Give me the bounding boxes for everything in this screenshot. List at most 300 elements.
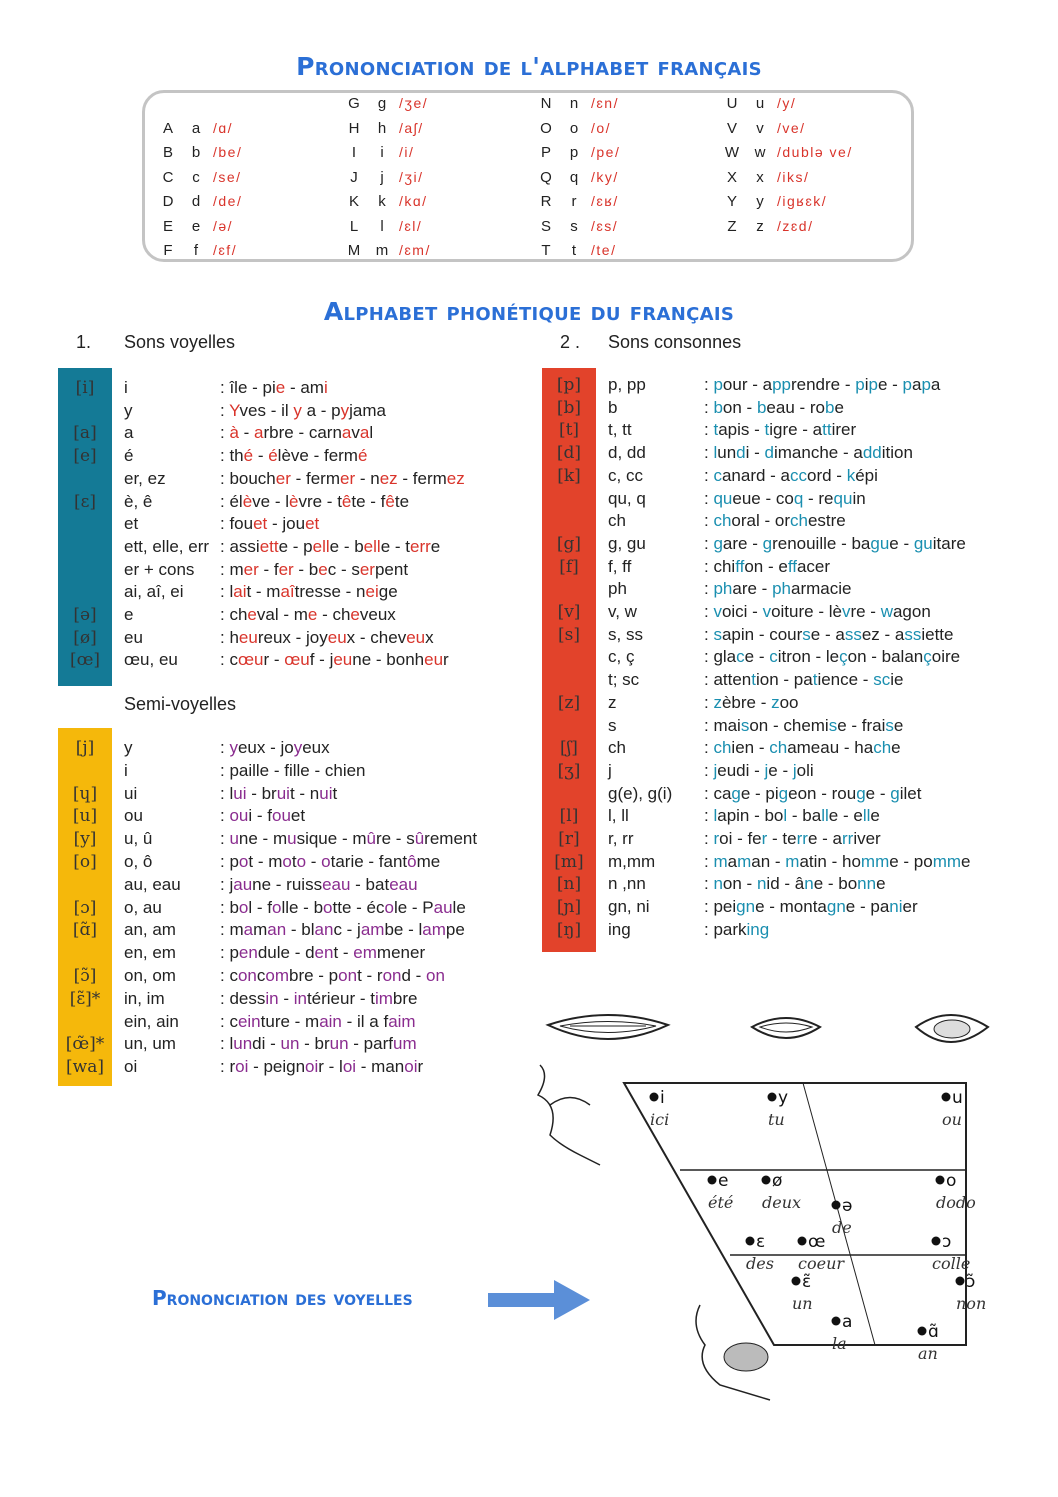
lowercase-letter: f	[193, 242, 199, 259]
grapheme: ou	[124, 806, 143, 826]
vowels-section-number: 1.	[76, 332, 92, 352]
head-profile-icon	[538, 1065, 600, 1165]
sound-row	[58, 898, 528, 920]
example-words: : choral - orchestre	[704, 511, 846, 531]
sound-row	[58, 920, 528, 942]
sound-row	[58, 784, 528, 806]
ipa-symbol: [ʃ]	[560, 738, 578, 759]
sound-row	[542, 670, 1012, 692]
vowel-ipa-label: i	[660, 1088, 665, 1108]
letter-pronunciation: /ʒi/	[399, 168, 424, 185]
grapheme: j	[608, 760, 612, 780]
uppercase-letter: S	[540, 217, 551, 235]
sound-row	[58, 492, 528, 514]
ipa-symbol: [u]	[72, 806, 98, 827]
ipa-symbol: [l]	[559, 806, 579, 827]
example-words: : zèbre - zoo	[704, 692, 799, 712]
vowel-ipa-label: y	[778, 1088, 789, 1108]
uppercase-letter: P	[540, 144, 551, 161]
vowel-dot	[746, 1237, 755, 1246]
uppercase-letter: V	[726, 119, 737, 137]
grapheme: ein, ain	[124, 1011, 179, 1031]
ipa-symbol: [wa]	[66, 1057, 104, 1078]
sound-row	[58, 989, 528, 1011]
vowel-example-word: des	[746, 1254, 774, 1273]
ipa-symbol: [i]	[75, 378, 95, 398]
example-words: : chien - chameau - hache	[704, 738, 901, 758]
ipa-symbol: [m]	[554, 851, 584, 872]
vowel-ipa-label: a	[842, 1312, 853, 1332]
grapheme: un, um	[124, 1034, 176, 1054]
letter-pronunciation: /i/	[399, 144, 415, 160]
alphabet-box	[142, 90, 914, 262]
uppercase-letter: Y	[726, 193, 737, 210]
ipa-symbol: [d]	[556, 443, 582, 464]
ipa-symbol: [j]	[75, 738, 95, 758]
example-words: : élève - lèvre - tête - fête	[220, 491, 410, 511]
vowel-dot	[942, 1093, 951, 1102]
vowel-point	[650, 1088, 670, 1129]
example-words: : gare - grenouille - bague - guitare	[704, 533, 966, 553]
letter-pronunciation: /igʁɛk/	[777, 193, 828, 209]
ipa-symbol: [a]	[73, 423, 97, 444]
vowel-dot	[762, 1176, 771, 1185]
lowercase-letter: r	[571, 193, 577, 210]
example-words: : bol - folle - botte - école - Paule	[220, 897, 466, 917]
sound-row	[58, 537, 528, 559]
vowel-ipa-label: ɛ̃	[802, 1272, 812, 1292]
sound-row	[542, 579, 1012, 601]
vowel-dot	[798, 1237, 807, 1246]
ipa-symbol: [n]	[556, 874, 582, 895]
uppercase-letter: D	[162, 193, 174, 210]
uppercase-letter: R	[540, 193, 552, 210]
grapheme: ing	[608, 919, 631, 939]
letter-pronunciation: /de/	[213, 193, 243, 209]
letter-pronunciation: /ʒe/	[399, 95, 429, 111]
ipa-symbol: [z]	[557, 692, 581, 713]
uppercase-letter: F	[163, 242, 173, 259]
uppercase-letter: G	[348, 95, 360, 112]
vowel-dot	[650, 1093, 659, 1102]
uppercase-letter: W	[724, 144, 740, 161]
letter-pronunciation: /zɛd/	[777, 217, 814, 234]
vowel-example-word: coeur	[798, 1254, 845, 1273]
grapheme: z	[608, 692, 617, 712]
vowel-ipa-label: ø	[772, 1171, 783, 1191]
lowercase-letter: x	[756, 168, 764, 186]
ipa-symbol: [ʒ]	[557, 760, 581, 781]
vowel-point	[918, 1322, 939, 1363]
grapheme: ph	[608, 579, 627, 599]
uppercase-letter: N	[540, 95, 552, 112]
sound-row	[58, 761, 528, 783]
example-words: : attention - patience - scie	[704, 670, 904, 690]
example-words: : jaune - ruisseau - bateau	[220, 874, 418, 894]
sound-row	[58, 943, 528, 965]
vowel-ipa-label: e	[718, 1171, 729, 1191]
example-words: : pendule - dent - emmener	[220, 943, 426, 963]
example-words: : queue - coq - requin	[704, 488, 866, 508]
sound-row	[58, 560, 528, 582]
ipa-symbol: [ɛ̃]*	[69, 988, 101, 1009]
uppercase-letter: Q	[540, 168, 552, 186]
example-words: : ceinture - main - il a faim	[220, 1011, 416, 1031]
vowel-point	[956, 1272, 987, 1313]
vowel-point	[832, 1312, 853, 1353]
sound-row	[542, 489, 1012, 511]
example-words: : boucher - fermer - nez - fermez	[220, 468, 465, 488]
example-words: : yeux - joyeux	[220, 738, 330, 757]
lowercase-letter: d	[191, 193, 201, 210]
lowercase-letter: y	[756, 193, 764, 210]
vowel-example-word: la	[832, 1334, 847, 1353]
vowel-ipa-label: ɛ	[756, 1232, 766, 1252]
letter-pronunciation: /y/	[777, 95, 797, 111]
letter-pronunciation: /te/	[591, 242, 617, 258]
vowel-example-word: de	[832, 1218, 852, 1237]
sound-row	[58, 628, 528, 650]
vowel-ipa-label: ɑ̃	[928, 1322, 939, 1342]
vowel-point	[762, 1171, 802, 1212]
example-words: : concombre - pont - rond - on	[220, 966, 445, 985]
uppercase-letter: M	[347, 242, 361, 259]
sound-row	[58, 605, 528, 627]
uppercase-letter: T	[541, 242, 551, 259]
grapheme: en, em	[124, 943, 176, 963]
grapheme: o, au	[124, 897, 162, 917]
example-words: : jeudi - je - joli	[704, 760, 814, 780]
example-words: : non - nid - âne - bonne	[704, 874, 886, 894]
letter-pronunciation: /ɑ/	[213, 119, 234, 136]
vowel-dot	[932, 1237, 941, 1246]
sound-row	[542, 761, 1012, 783]
example-words: : peigne - montagne - panier	[704, 897, 918, 917]
vowel-example-word: un	[792, 1294, 813, 1313]
vowel-point	[936, 1171, 976, 1212]
ipa-symbol: [r]	[558, 829, 580, 849]
letter-pronunciation: /ɛs/	[591, 217, 619, 234]
example-words: : tapis - tigre - attirer	[704, 420, 857, 440]
sound-row	[542, 829, 1012, 851]
uppercase-letter: J	[350, 168, 358, 186]
example-words: : voici - voiture - lèvre - wagon	[704, 602, 931, 621]
sound-row	[542, 420, 1012, 442]
vowel-ipa-label: u	[952, 1088, 963, 1108]
grapheme: s, ss	[608, 624, 643, 644]
ipa-symbol: [f]	[559, 556, 579, 577]
alphabet-title: Prononciation de l'alphabet français	[296, 52, 762, 81]
grapheme: r, rr	[608, 829, 634, 848]
vowel-example-word: tu	[768, 1110, 785, 1129]
grapheme: y	[124, 738, 133, 757]
sound-row	[542, 466, 1012, 488]
letter-pronunciation: /ə/	[213, 217, 234, 234]
lowercase-letter: s	[570, 217, 578, 235]
example-words: : cœur - œuf - jeune - bonheur	[220, 650, 449, 670]
grapheme: è, ê	[124, 491, 153, 511]
example-words: : canard - accord - képi	[704, 465, 878, 485]
example-words: : sapin - course - assez - assiette	[704, 624, 954, 644]
example-words: : bon - beau - robe	[704, 397, 844, 417]
vowel-ipa-label: o	[946, 1171, 957, 1191]
grapheme: c, cc	[608, 465, 643, 485]
vowel-example-word: colle	[932, 1254, 971, 1273]
grapheme: i	[124, 760, 128, 780]
sound-row	[542, 511, 1012, 533]
ipa-symbol: [ø]	[73, 627, 97, 648]
lowercase-letter: c	[192, 168, 200, 186]
lips-rounded-icon	[916, 1015, 988, 1042]
vowel-dot	[832, 1317, 841, 1326]
example-words: : maman - blanc - jambe - lampe	[220, 920, 465, 940]
example-words: : fouet - jouet	[220, 514, 320, 534]
sound-row	[58, 469, 528, 491]
ipa-symbol: [o]	[73, 852, 97, 872]
uppercase-letter: C	[162, 168, 174, 186]
lips-neutral-icon	[752, 1018, 820, 1038]
uppercase-letter: U	[726, 95, 738, 112]
vowel-point	[708, 1171, 734, 1212]
sound-row	[542, 874, 1012, 896]
vowel-example-word: ou	[942, 1110, 962, 1129]
lowercase-letter: q	[569, 168, 579, 186]
example-words: : cage - pigeon - rouge - gilet	[704, 783, 922, 803]
uppercase-letter: A	[162, 119, 173, 137]
sound-row	[542, 534, 1012, 556]
vowel-example-word: non	[956, 1294, 987, 1313]
vowel-point	[792, 1272, 813, 1313]
example-words: : assiette - pelle - belle - terre	[220, 536, 441, 556]
uppercase-letter: B	[162, 144, 173, 161]
lowercase-letter: i	[380, 144, 384, 161]
grapheme: ch	[608, 511, 626, 531]
grapheme: gn, ni	[608, 897, 650, 917]
grapheme: b	[608, 397, 618, 417]
sound-row	[58, 1012, 528, 1034]
example-words: : glace - citron - leçon - balançoire	[704, 647, 961, 667]
lowercase-letter: v	[756, 119, 764, 137]
example-words: : une - musique - mûre - sûrement	[220, 829, 478, 849]
vowel-ipa-label: ɔ̃	[966, 1272, 976, 1292]
sound-row	[542, 625, 1012, 647]
sound-row	[58, 875, 528, 897]
sound-row	[58, 738, 528, 760]
letter-pronunciation: /iks/	[777, 168, 810, 185]
example-words: : thé - élève - fermé	[220, 446, 368, 466]
vowel-dot	[956, 1277, 965, 1286]
lowercase-letter: h	[377, 119, 387, 137]
vowel-point	[768, 1088, 789, 1129]
lowercase-letter: t	[571, 242, 577, 259]
example-words: : Yves - il y a - pyjama	[220, 400, 386, 420]
ipa-symbol: [e]	[73, 446, 97, 467]
lowercase-letter: a	[191, 119, 201, 137]
vowel-point	[932, 1232, 971, 1273]
ipa-symbol: [ɔ]	[73, 897, 97, 918]
sound-row	[542, 897, 1012, 919]
grapheme: in, im	[124, 988, 165, 1008]
letter-pronunciation: /o/	[591, 119, 612, 136]
grapheme: an, am	[124, 920, 176, 940]
letter-pronunciation: /ɛl/	[399, 217, 423, 234]
grapheme: d, dd	[608, 443, 646, 463]
vowel-example-word: dodo	[936, 1193, 976, 1212]
vowel-dot	[918, 1327, 927, 1336]
sound-row	[58, 829, 528, 851]
vowel-ipa-label: ɔ	[942, 1232, 952, 1252]
ipa-symbol: [œ̃]*	[65, 1034, 105, 1055]
sound-row	[542, 602, 1012, 624]
ipa-symbol: [g]	[556, 533, 582, 554]
grapheme: l, ll	[608, 806, 629, 826]
sound-row	[542, 375, 1012, 397]
grapheme: y	[124, 400, 133, 420]
example-words: : maison - chemise - fraise	[704, 715, 904, 735]
letter-pronunciation: /ve/	[777, 119, 806, 136]
grapheme: et	[124, 514, 139, 534]
sound-row	[58, 582, 528, 604]
sound-row	[542, 647, 1012, 669]
sound-row	[542, 852, 1012, 874]
example-words: : maman - matin - homme - pomme	[704, 851, 971, 871]
grapheme: ai, aî, ei	[124, 582, 184, 602]
example-words: : pour - apprendre - pipe - papa	[704, 375, 941, 394]
example-words: : dessin - intérieur - timbre	[220, 988, 418, 1008]
example-words: : chiffon - effacer	[704, 556, 831, 576]
grapheme: on, om	[124, 966, 176, 985]
ipa-symbol: [ə]	[73, 605, 97, 625]
sound-row	[542, 920, 1012, 942]
grapheme: ui	[124, 783, 138, 803]
sound-row	[542, 693, 1012, 715]
grapheme: eu	[124, 627, 143, 647]
grapheme: u, û	[124, 829, 153, 849]
vowel-dot	[708, 1176, 717, 1185]
grapheme: c, ç	[608, 647, 635, 667]
ipa-symbol: [ɥ]	[72, 783, 98, 804]
ipa-symbol: [ɲ]	[556, 897, 582, 918]
letter-pronunciation: /ɛn/	[591, 95, 619, 111]
lowercase-letter: e	[191, 217, 201, 235]
ipa-symbol: [ɑ̃]	[72, 920, 98, 941]
vowel-dot	[792, 1277, 801, 1286]
lowercase-letter: m	[375, 242, 389, 259]
grapheme: œu, eu	[124, 650, 178, 670]
lowercase-letter: b	[191, 144, 201, 161]
ipa-symbol: [s]	[558, 624, 580, 645]
vowel-chart	[520, 1005, 1010, 1405]
vowel-dot	[832, 1201, 841, 1210]
lowercase-letter: u	[755, 95, 765, 112]
lowercase-letter: z	[756, 217, 764, 235]
sound-row	[58, 446, 528, 468]
sound-row	[58, 852, 528, 874]
sound-row	[58, 650, 528, 672]
uppercase-letter: H	[348, 119, 360, 137]
sound-row	[58, 514, 528, 536]
grapheme: e	[124, 605, 134, 624]
sound-row	[542, 398, 1012, 420]
grapheme: s	[608, 715, 617, 735]
letter-pronunciation: /be/	[213, 144, 243, 160]
ipa-symbol: [v]	[557, 602, 581, 622]
vowel-point	[832, 1196, 853, 1237]
grapheme: v, w	[608, 602, 637, 621]
sound-row	[542, 784, 1012, 806]
grapheme: oi	[124, 1057, 138, 1077]
uppercase-letter: Z	[727, 217, 737, 235]
letter-pronunciation: /pe/	[591, 144, 621, 160]
lowercase-letter: j	[380, 168, 384, 186]
example-words: : parking	[704, 919, 770, 939]
letter-pronunciation: /ɛm/	[399, 242, 431, 258]
ipa-symbol: [t]	[558, 420, 580, 441]
example-words: : oui - fouet	[220, 806, 306, 826]
letter-pronunciation: /dublə ve/	[777, 144, 853, 160]
vowel-example-word: deux	[762, 1193, 802, 1212]
lowercase-letter: n	[569, 95, 579, 112]
grapheme: a	[124, 423, 134, 443]
example-words: : cheval - me - cheveux	[220, 605, 396, 624]
vowel-dot	[936, 1176, 945, 1185]
example-words: : phare - pharmacie	[704, 579, 852, 599]
ipa-symbol: [ŋ]	[556, 919, 582, 940]
example-words: : lait - maîtresse - neige	[220, 582, 398, 602]
example-words: : à - arbre - carnaval	[220, 423, 374, 443]
lowercase-letter: p	[569, 144, 579, 161]
example-words: : roi - fer - terre - arriver	[704, 829, 881, 848]
grapheme: t; sc	[608, 670, 640, 690]
uppercase-letter: O	[540, 119, 552, 137]
uppercase-letter: K	[348, 193, 359, 210]
sound-row	[58, 1034, 528, 1056]
sound-row	[58, 806, 528, 828]
sound-row	[58, 1057, 528, 1079]
ipa-symbol: [ɛ]	[73, 491, 97, 512]
grapheme: au, eau	[124, 874, 181, 894]
grapheme: f, ff	[608, 556, 632, 576]
grapheme: g(e), g(i)	[608, 783, 673, 803]
uppercase-letter: E	[162, 217, 173, 235]
sound-row	[542, 738, 1012, 760]
example-words: : heureux - joyeux - cheveux	[220, 627, 434, 647]
ipa-symbol: [k]	[557, 465, 581, 486]
vowel-example-word: an	[918, 1344, 938, 1363]
example-words: : paille - fille - chien	[220, 760, 366, 780]
vowel-point	[942, 1088, 963, 1129]
grapheme: o, ô	[124, 852, 153, 871]
ipa-symbol: [ɔ̃]	[73, 966, 97, 986]
lowercase-letter: o	[569, 119, 579, 137]
vowel-ipa-label: œ	[808, 1232, 826, 1252]
semivowels-section-title: Semi-voyelles	[124, 694, 237, 714]
ipa-symbol: [œ]	[69, 650, 101, 671]
sound-row	[58, 966, 528, 988]
ipa-symbol: [p]	[556, 375, 582, 395]
example-words: : mer - fer - bec - serpent	[220, 559, 409, 579]
vowel-chart-label: Prononciation des voyelles	[152, 1286, 413, 1310]
vowel-ipa-label: ə	[842, 1196, 853, 1216]
consonants-section-title: Sons consonnes	[608, 332, 742, 352]
lowercase-letter: l	[380, 217, 384, 235]
grapheme: i	[124, 378, 128, 397]
example-words: : lapin - bol - balle - elle	[704, 806, 880, 826]
letter-pronunciation: /kɑ/	[399, 193, 428, 209]
uppercase-letter: X	[726, 168, 737, 186]
uppercase-letter: I	[351, 144, 357, 161]
grapheme: er, ez	[124, 468, 166, 488]
